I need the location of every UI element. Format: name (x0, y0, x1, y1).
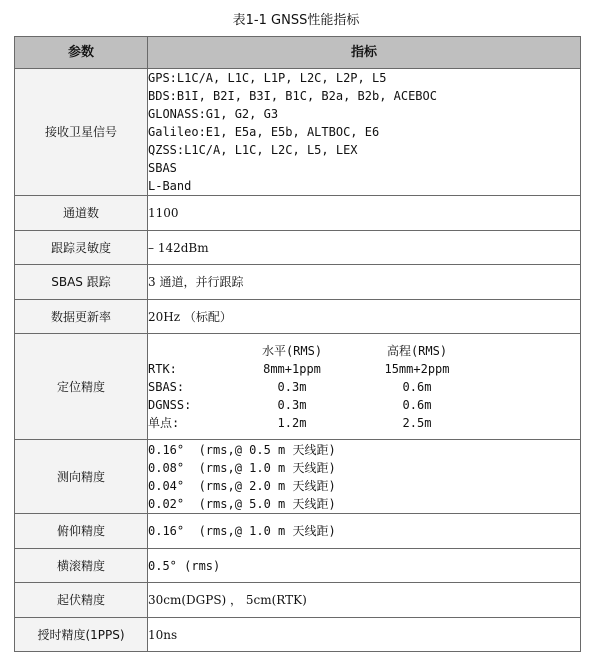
positioning-corner (148, 342, 222, 360)
positioning-vertical: 2.5m (402, 415, 432, 430)
table-caption: 表1-1 GNSS性能指标 (232, 13, 360, 28)
row-label-roll: 横滚精度 (15, 549, 148, 583)
positioning-horizontal: 0.3m (277, 379, 307, 394)
table-row (15, 514, 581, 549)
sensitivity-value: – 142dBm (148, 231, 581, 265)
table-row (15, 334, 581, 440)
heading-value (148, 440, 581, 514)
row-label-channels: 通道数 (15, 196, 148, 231)
signals-line: BDS:B1I, B2I, B3I, B1C, B2a, B2b, ACEBOC (148, 89, 437, 103)
heading-line: 0.02° (rms,@ 5.0 m 天线距) (148, 496, 336, 511)
heading-line: 0.04° (rms,@ 2.0 m 天线距) (148, 478, 336, 493)
signals-line: Galileo:E1, E5a, E5b, ALTBOC, E6 (148, 125, 380, 139)
positioning-vertical: 0.6m (402, 379, 432, 394)
signals-line: QZSS:L1C/A, L1C, L2C, L5, LEX (148, 143, 358, 157)
signals-line: L-Band (148, 179, 192, 193)
header-spec: 指标 (148, 37, 581, 69)
header-param: 参数 (15, 37, 148, 69)
positioning-vertical: 0.6m (402, 397, 432, 412)
table-row (15, 440, 581, 514)
table-row (15, 583, 581, 618)
signals-line: SBAS (148, 161, 177, 175)
pitch-line: 0.16° (rms,@ 1.0 m 天线距) (148, 524, 336, 538)
positioning-mode: SBAS: (148, 379, 185, 394)
positioning-col-horizontal: 水平(RMS) (261, 343, 323, 358)
table-row (15, 231, 581, 265)
row-label-pitch: 俯仰精度 (15, 514, 148, 549)
row-label-sbas: SBAS 跟踪 (15, 265, 148, 300)
positioning-horizontal: 8mm+1ppm (263, 361, 321, 376)
update-rate-value: 20Hz （标配） (148, 300, 581, 334)
heading-line: 0.16° (rms,@ 0.5 m 天线距) (148, 442, 336, 457)
channels-value: 1100 (148, 196, 581, 231)
signals-line: GPS:L1C/A, L1C, L1P, L2C, L2P, L5 (148, 71, 387, 85)
positioning-vertical: 15mm+2ppm (384, 361, 450, 376)
positioning-mode: DGNSS: (148, 397, 192, 412)
positioning-grid (148, 342, 580, 432)
table-row (15, 618, 581, 652)
row-label-update-rate: 数据更新率 (15, 300, 148, 334)
table-header-row (15, 37, 581, 69)
positioning-mode: RTK: (148, 361, 177, 376)
positioning-value (148, 334, 581, 440)
row-label-positioning: 定位精度 (15, 334, 148, 440)
row-label-heave: 起伏精度 (15, 583, 148, 618)
roll-value (148, 549, 581, 583)
row-label-sensitivity: 跟踪灵敏度 (15, 231, 148, 265)
table-row (15, 300, 581, 334)
row-label-heading: 测向精度 (15, 440, 148, 514)
row-label-signals: 接收卫星信号 (15, 69, 148, 196)
timing-value: 10ns (148, 618, 581, 652)
positioning-col-vertical: 高程(RMS) (386, 343, 448, 358)
signals-value (148, 69, 581, 196)
row-label-timing: 授时精度(1PPS) (15, 618, 148, 652)
gnss-performance-table (14, 36, 581, 652)
signals-line: GLONASS:G1, G2, G3 (148, 107, 279, 121)
sbas-value: 3 通道，并行跟踪 (148, 265, 581, 300)
positioning-mode: 单点: (148, 415, 180, 430)
heave-value: 30cm(DGPS) ， 5cm(RTK) (148, 583, 581, 618)
positioning-horizontal: 0.3m (277, 397, 307, 412)
table-row (15, 69, 581, 196)
roll-line: 0.5° (rms) (148, 558, 221, 573)
table-row (15, 549, 581, 583)
pitch-value (148, 514, 581, 549)
heading-line: 0.08° (rms,@ 1.0 m 天线距) (148, 460, 336, 475)
table-row (15, 196, 581, 231)
positioning-horizontal: 1.2m (277, 415, 307, 430)
table-row (15, 265, 581, 300)
